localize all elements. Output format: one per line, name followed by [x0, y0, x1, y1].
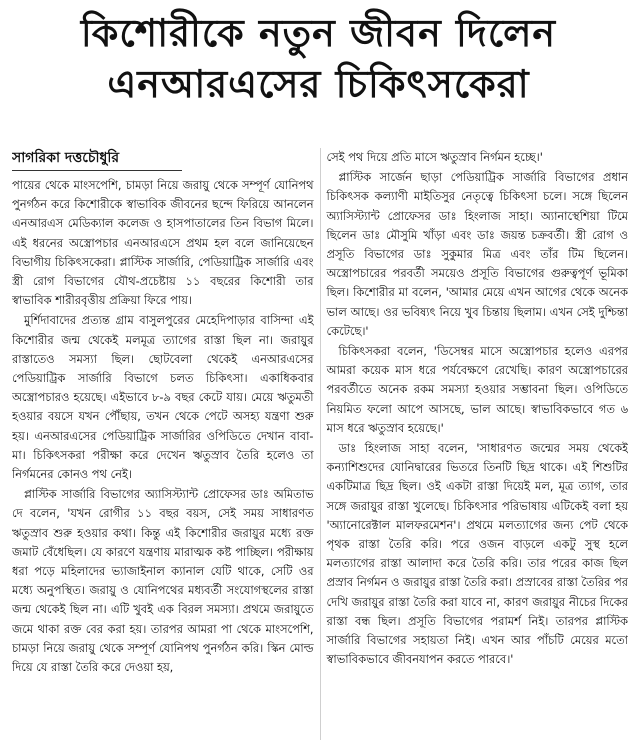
article-column-2 [320, 148, 629, 740]
byline: সাগরিকা দত্তচৌধুরি [12, 148, 182, 171]
paragraph: ডাঃ হিংলাজ সাহা বলেন, 'সাধারণত জন্মের সময় থেকেই কন্যাশিশুদের যোনিদ্বারের ভিতরে তিনটি ছিদ্র থাকে। এই শিশুটির একটিমাত্র ছিদ্র ছিল। ওই একটা রাস্তা দিয়েই মল, মূত্র ত্যাগ, তার সঙ্গে জরায়ুর রাস্তা খুলেছে। চিকিৎসার পরিভাষায় এটিকেই বলা হয় 'অ্যানোরেক্টাল মালফরমেশন'। প্রথমে মলত্যাগের জন্য পেট থেকে পৃথক রাস্তা তৈরি করি। পরে ওজন বাড়লে একটু সুস্থ হলে মলত্যাগের রাস্তা আলাদা করে তৈরি করি। তার পরের কাজ ছিল প্রস্রাব নির্গমন ও জরায়ুর রাস্তা তৈরি করা। প্রস্রাবের রাস্তা তৈরির পর দেখি জরায়ুর রাস্তা তৈরি করা যাবে না, কারণ জরায়ুর নীচের দিকের রাস্তা বন্ধ ছিল। প্রসূতি বিভাগের পরামর্শ নিই। তারপর প্লাস্টিক সার্জারি বিভাগের সহায়তা নিই। এখন আর পাঁচটি মেয়ের মতো স্বাভাবিকভাবে জীবনযাপন করতে পারবে।' [326, 441, 628, 667]
article-column-1 [12, 148, 314, 740]
paragraph: চিকিৎসকরা বলেন, 'ডিসেম্বর মাসে অস্ত্রোপচার হলেও এরপর আমরা কয়েক মাস ধরে পর্যবেক্ষণে রেখেছি। কারণ অস্ত্রোপচারের পরবর্তীতে অনেক রকম সমস্যা হওয়ার সম্ভাবনা ছিল। ওপিডিতে নিয়মিত ফলো আপে আসছে, ভাল আছে। স্বাভাবিকভাবে গত ৬ মাস ধরে ঋতুস্রাব হয়েছে।' [326, 344, 628, 435]
paragraph: পায়ের থেকে মাংসপেশি, চামড়া নিয়ে জরায়ু থেকে সম্পূর্ণ যোনিপথ পুনর্গঠন করে কিশোরীকে স্বাভাবিক জীবনের ছন্দে ফিরিয়ে আনলেন এনআরএস মেডিক্যাল কলেজ ও হাসপাতালের তিন বিভাগ মিলে। এই ধরনের অস্ত্রোপচার এনআরএসে প্রথম হল বলে জানিয়েছেন বিভাগীয় চিকিৎসকেরা। প্লাস্টিক সার্জারি, পেডিয়াট্রিক সার্জারি এবং স্ত্রী রোগ বিভাগের যৌথ-প্রচেষ্টায় ১১ বছরের কিশোরী তার স্বাভাবিক শারীরবৃত্তীয় প্রক্রিয়া ফিরে পায়। [12, 178, 314, 308]
paragraph: প্লাস্টিক সার্জেন ছাড়া পেডিয়াট্রিক সার্জারি বিভাগের প্রধান চিকিৎসক কল্যাণী মাইতিসুর নেতৃত্বে চিকিৎসা চলে। সঙ্গে ছিলেন অ্যাসিস্ট্যান্ট প্রোফেসর ডাঃ হিংলাজ সাহা। অ্যানাস্থেশিয়া টিমে ছিলেন ডাঃ মৌসুমি খাঁড়া এবং ডাঃ জয়ন্ত চক্রবর্তী। স্ত্রী রোগ ও প্রসূতি বিভাগের ডাঃ সুকুমার মিত্র এবং তাঁর টিম ছিলেন। অস্ত্রোপচারের পরবর্তী সময়েও প্রসূতি বিভাগের গুরুত্বপূর্ণ ভূমিকা ছিল। কিশোরীর মা বলেন, 'আমার মেয়ে এখন আগের থেকে অনেক ভাল আছে। ওর ভবিষ্যৎ নিয়ে খুব চিন্তায় ছিলাম। এখন সেই দুশ্চিন্তা কেটেছে।' [326, 170, 628, 338]
paragraph: সেই পথ দিয়ে প্রতি মাসে ঋতুস্রাব নির্গমন হচ্ছে।' [326, 150, 543, 164]
headline-line-2: এনআরএসের চিকিৎসকেরা [107, 62, 530, 106]
headline [0, 8, 637, 110]
article-body [12, 148, 628, 740]
paragraph: মুর্শিদাবাদের প্রত্যন্ত গ্রাম বাসুলপুরের মেহেদিপাড়ার বাসিন্দা এই কিশোরীর জন্ম থেকেই মলমূত্র ত্যাগের রাস্তা ছিল না। জরায়ুর রাস্তাতেও সমস্যা ছিল। ছোটবেলা থেকেই এনআরএসের পেডিয়াট্রিক সার্জারি বিভাগে চলত চিকিৎসা। একাধিকবার অস্ত্রোপচারও হয়েছে। এইভাবে ৮-৯ বছর কেটে যায়। মেয়ে ঋতুমতী হওয়ার বয়সে যখন পৌঁছায়, তখন থেকে পেটে অসহ্য যন্ত্রণা শুরু হয়। এনআরএসের পেডিয়াট্রিক সার্জারির ওপিডিতে দেখান বাবা-মা। চিকিৎসকরা পরীক্ষা করে দেখেন ঋতুস্রাব তৈরি হলেও তা নির্গমনের কোনও পথ নেই। [12, 313, 314, 482]
paragraph: প্লাস্টিক সার্জারি বিভাগের অ্যাসিস্ট্যান্ট প্রোফেসর ডাঃ অমিতাভ দে বলেন, 'যখন রোগীর ১১ বছর বয়স, সেই সময় সাধারণত ঋতুস্রাব শুরু হওয়ার কথা। কিন্তু এই কিশোরীর জরায়ুর মধ্যে রক্ত জমাট বেঁধেছিল। যে কারণে যন্ত্রণায় মারাত্মক কষ্ট পাচ্ছিল। পরীক্ষায় ধরা পড়ে মহিলাদের ভ্যাজাইনাল ক্যানাল যেটি থাকে, সেটি ওর মধ্যে অনুপস্থিত। জরায়ু ও যোনিপথের মধ্যবর্তী সংযোগস্থলের রাস্তা জন্ম থেকেই ছিল না। এটি খুবই এক বিরল সমস্যা। প্রথমে জরায়ুতে জমে থাকা রক্ত বের করা হয়। তারপর আমরা পা থেকে মাংসপেশি, চামড়া নিয়ে জরায়ু থেকে সম্পূর্ণ যোনিপথ পুনর্গঠন করি। স্কিন মোল্ড দিয়ে যে রাস্তা তৈরি করে দেওয়া হয়, [12, 487, 314, 675]
headline-line-1: কিশোরীকে নতুন জীবন দিলেন [80, 11, 557, 55]
